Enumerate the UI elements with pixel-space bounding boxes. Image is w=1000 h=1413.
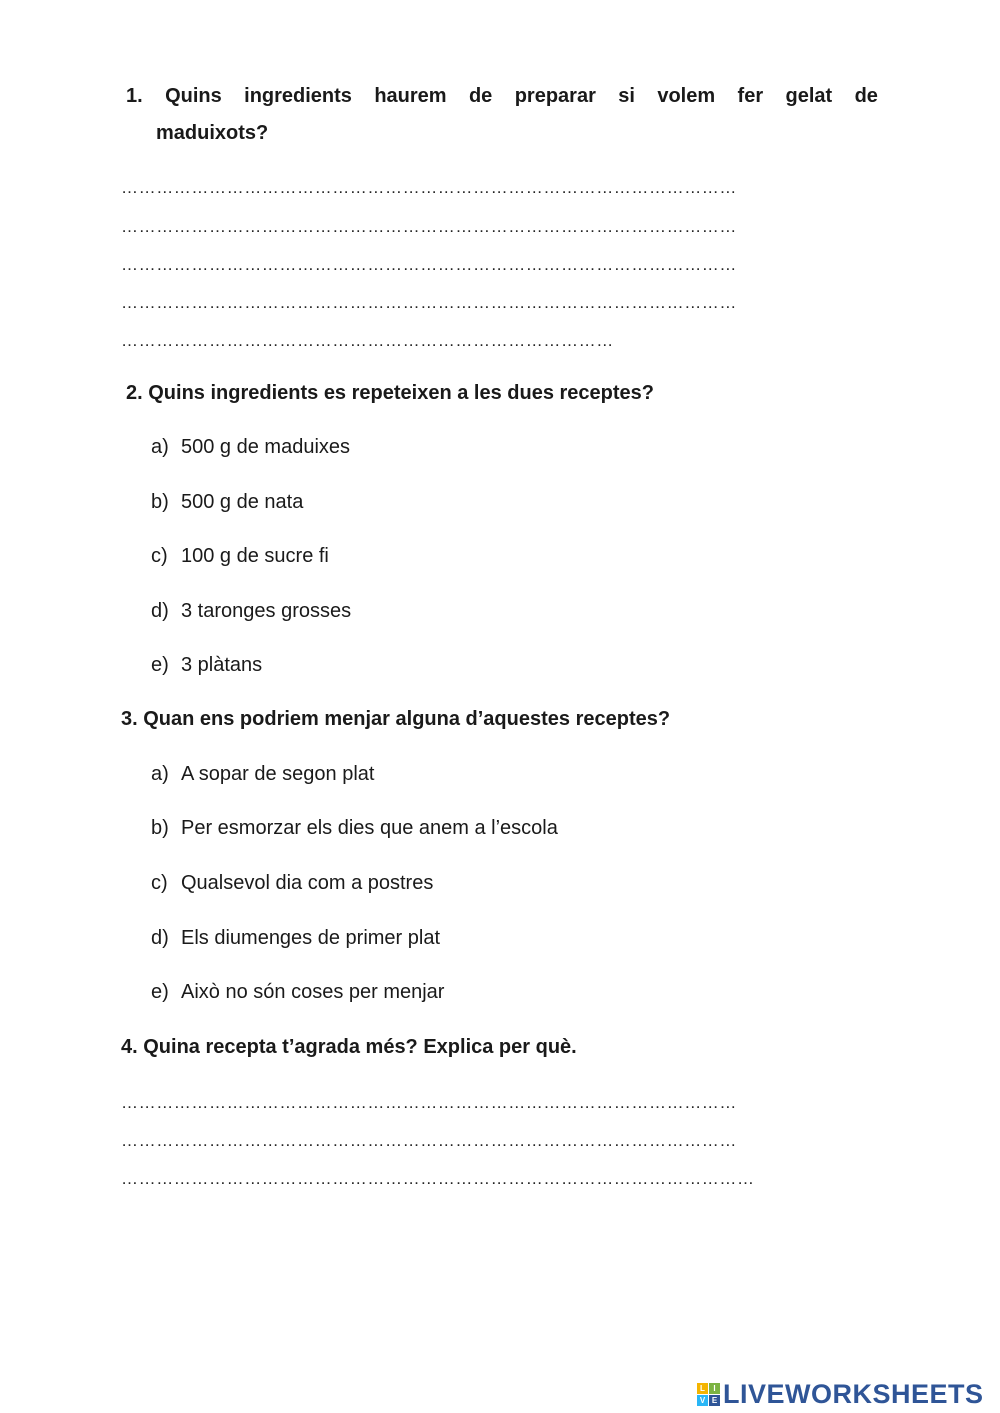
question-2-heading: 2. Quins ingredients es repeteixen a les dues receptes? — [126, 382, 654, 404]
answer-line[interactable]: …………………………………………………………………………………………… — [121, 217, 737, 236]
option-text: 100 g de sucre fi — [181, 545, 329, 567]
option-item[interactable] — [151, 980, 444, 1004]
question-1-number: 1. — [126, 85, 143, 107]
question-1-heading: 1. Quins ingredients haurem de preparar si volem fer gelat de — [126, 85, 878, 107]
option-text: Per esmorzar els dies que anem a l’escola — [181, 817, 558, 839]
option-item[interactable] — [151, 435, 350, 459]
option-label: c) — [151, 545, 168, 567]
option-text: A sopar de segon plat — [181, 763, 375, 785]
option-label: a) — [151, 763, 169, 785]
option-text: Qualsevol dia com a postres — [181, 872, 434, 894]
option-item[interactable] — [151, 599, 351, 623]
answer-line[interactable]: …………………………………………………………………………………………… — [121, 293, 737, 312]
option-text: Els diumenges de primer plat — [181, 927, 441, 949]
answer-line[interactable]: …………………………………………………………………………………………… — [121, 255, 737, 274]
question-4-heading: 4. Quina recepta t’agrada més? Explica per què. — [121, 1036, 577, 1058]
liveworksheets-logo[interactable] — [697, 1377, 984, 1411]
option-label: b) — [151, 491, 169, 513]
option-label: e) — [151, 654, 169, 676]
option-item[interactable] — [151, 490, 303, 514]
option-text: 3 plàtans — [181, 654, 263, 676]
option-item[interactable] — [151, 871, 433, 895]
question-1-continuation: maduixots? — [156, 122, 269, 144]
option-label: c) — [151, 872, 168, 894]
answer-line[interactable]: …………………………………………………………………………………………… — [121, 1131, 737, 1150]
option-item[interactable] — [151, 816, 558, 840]
option-item[interactable] — [151, 926, 440, 950]
logo-text: LIVEWORKSHEETS — [723, 1378, 984, 1409]
answer-line[interactable]: …………………………………………………………………………………………… — [121, 1093, 737, 1112]
option-text: 500 g de maduixes — [181, 436, 351, 458]
answer-line[interactable]: ………………………………………………………………………… — [121, 331, 614, 350]
option-item[interactable] — [151, 653, 262, 677]
logo-blocks-icon: L I V E — [697, 1383, 720, 1406]
answer-line[interactable]: ……………………………………………………………………………………………… — [121, 1169, 755, 1188]
option-label: a) — [151, 436, 169, 458]
option-item[interactable] — [151, 762, 374, 786]
option-label: e) — [151, 981, 169, 1003]
option-label: b) — [151, 817, 169, 839]
option-text: Això no són coses per menjar — [181, 981, 445, 1003]
option-text: 3 taronges grosses — [181, 600, 352, 622]
option-text: 500 g de nata — [181, 491, 304, 513]
option-item[interactable] — [151, 544, 329, 568]
answer-line[interactable]: …………………………………………………………………………………………… — [121, 178, 737, 197]
option-label: d) — [151, 927, 169, 949]
option-label: d) — [151, 600, 169, 622]
question-3-heading: 3. Quan ens podriem menjar alguna d’aquestes receptes? — [121, 708, 671, 730]
